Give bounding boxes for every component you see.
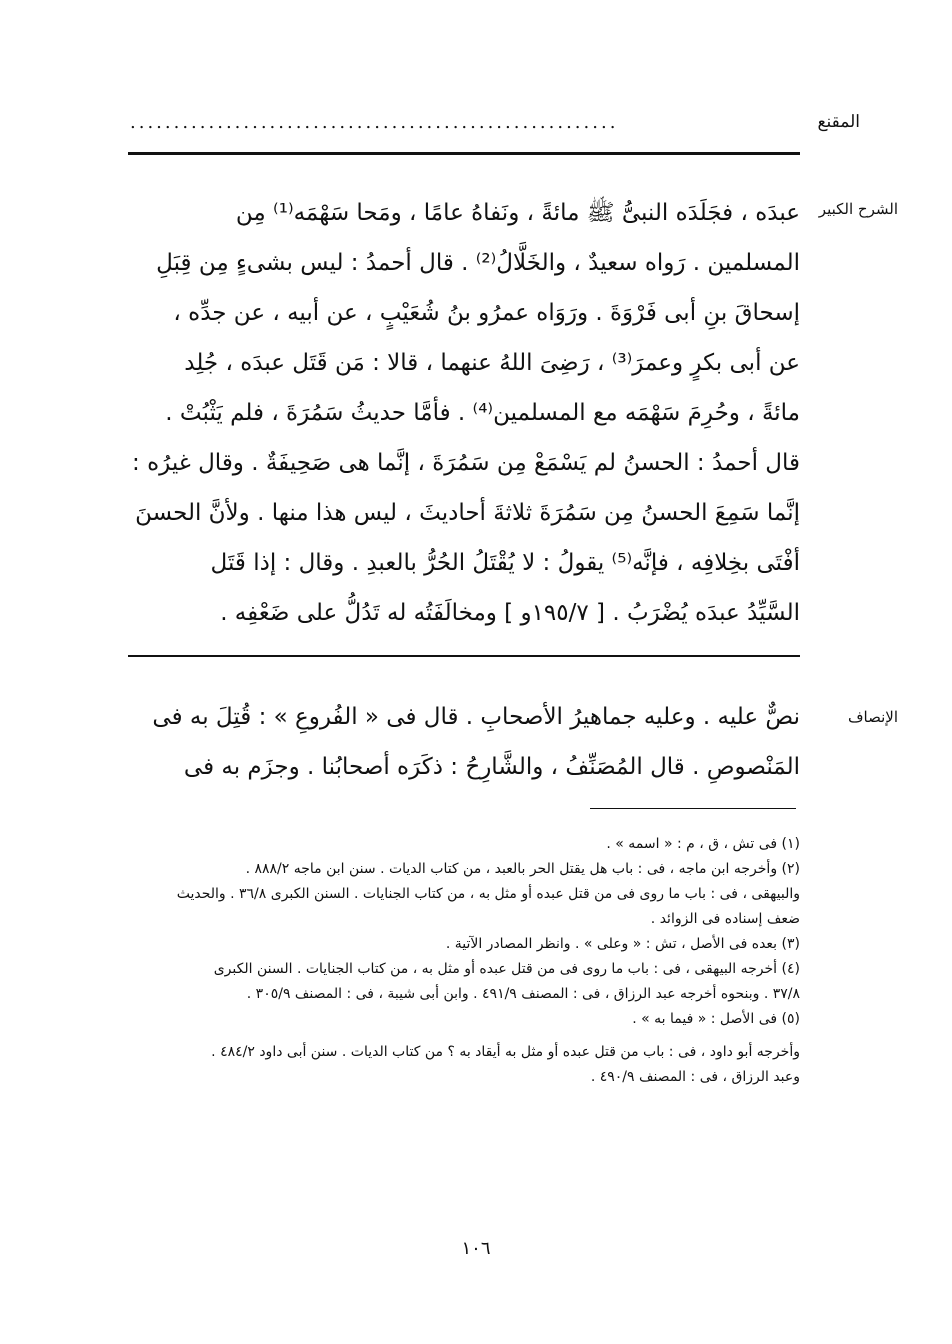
footnote-line: (٤) أخرجه البيهقى ، فى : باب ما روى فى من قتل عبده أو مثل به ، من كتاب الجنايات . السنن الكبرى — [213, 961, 800, 977]
section-divider — [128, 655, 800, 657]
footnotes — [128, 832, 800, 1090]
section-label-sharh: الشرح الكبير — [818, 200, 898, 218]
footnote-line: (٢) وأخرجه ابن ماجه ، فى : باب هل يقتل الحر بالعبد ، من كتاب الديات . سنن ابن ماجه ٨٨٨/٢ . — [245, 861, 800, 877]
sharh-line: السَّيِّدُ عبدَه يُضْرَبُ . [ ١٩٥/٧و ] ومخالَفَتُه له تَدُلُّ على ضَعْفِه . — [220, 600, 800, 626]
sharh-line: مائةً ، وحُرِمَ سَهْمَه مع المسلمين⁽⁴⁾ . فأمَّا حديثُ سَمُرَةَ ، فلم يَثْبُتْ . — [165, 400, 800, 426]
insaf-line: المَنْصوصِ . قال المُصَنِّفُ ، والشَّارِحُ : ذكَرَه أصحابُنا . وجزَم به فى — [183, 754, 800, 780]
insaf-text — [128, 692, 800, 792]
sharh-line: أفْتَى بخِلافِه ، فإنَّه⁽⁵⁾ يقولُ : لا يُقْتَلُ الحُرُّ بالعبدِ . وقال : إذا قَتَل — [210, 550, 800, 576]
sharh-line: عبدَه ، فجَلَدَه النبىُّ ﷺ مائةً ، ونَفاهُ عامًا ، ومَحا سَهْمَه⁽¹⁾ مِن — [235, 200, 800, 226]
section-label-insaf: الإنصاف — [847, 708, 898, 726]
sharh-line: عن أبى بكرٍ وعمرَ⁽³⁾ ، رَضِىَ اللهُ عنهما ، قالا : مَن قَتَل عبدَه ، جُلِد — [184, 350, 800, 376]
footnote-line: وأخرجه أبو داود ، فى : باب من قتل عبده أو مثل به أيقاد به ؟ من كتاب الديات . سنن أبى داود ٤٨٤/٢ . — [211, 1044, 800, 1060]
footnote-line: وعبد الرزاق ، فى : المصنف ٤٩٠/٩ . — [590, 1069, 800, 1085]
sharh-line: إنَّما سَمِعَ الحسنُ مِن سَمُرَةَ ثلاثةَ أحاديثَ ، ليس هذا منها . ولأنَّ الحسنَ — [135, 500, 800, 526]
header-dots: ........................................................ — [130, 112, 619, 133]
sharh-line: المسلمين . رَواه سعيدٌ ، والخَلَّالُ⁽²⁾ . قال أحمدُ : ليس بشىءٍ مِن قِبَلِ — [156, 250, 800, 276]
footnote-line: (٣) بعده فى الأصل ، تش : « وعلى » . وانظر المصادر الآتية . — [445, 936, 800, 952]
footnote-divider — [590, 808, 796, 809]
footnote-line: والبيهقى ، فى : باب ما روى فى من قتل عبده أو مثل به ، من كتاب الجنايات . السنن الكبرى ٣٦/٨ . والحديث — [176, 886, 800, 902]
sharh-line: إسحاقَ بنِ أبى فَرْوَةَ . ورَوَاه عمرُو بنُ شُعَيْبٍ ، عن أبيه ، عن جدِّه ، — [173, 300, 800, 326]
footnote-line: ٣٧/٨ . وبنحوه أخرجه عبد الرزاق ، فى : المصنف ٤٩١/٩ . وابن أبى شيبة ، فى : المصنف ٣٠٥/٩ . — [246, 986, 800, 1002]
footnote-line: ضعف إسناده فى الزوائد . — [650, 911, 800, 927]
header-title: المقنع — [817, 112, 860, 132]
sharh-text — [128, 188, 800, 638]
sharh-line: قال أحمدُ : الحسنُ لم يَسْمَعْ مِن سَمُرَةَ ، إنَّما هى صَحِيفَةٌ . وقال غيرُه : — [132, 450, 800, 476]
footnote-line: (٥) فى الأصل : « فيما به » . — [632, 1011, 800, 1027]
insaf-line: نصٌّ عليه . وعليه جماهيرُ الأصحابِ . قال فى « الفُروعِ » : قُتِلَ به فى — [152, 704, 800, 730]
footnote-line: (١) فى تش ، ق ، م : « اسمه » . — [606, 836, 800, 852]
header-rule — [128, 152, 800, 155]
page-number: ١٠٦ — [461, 1238, 491, 1259]
